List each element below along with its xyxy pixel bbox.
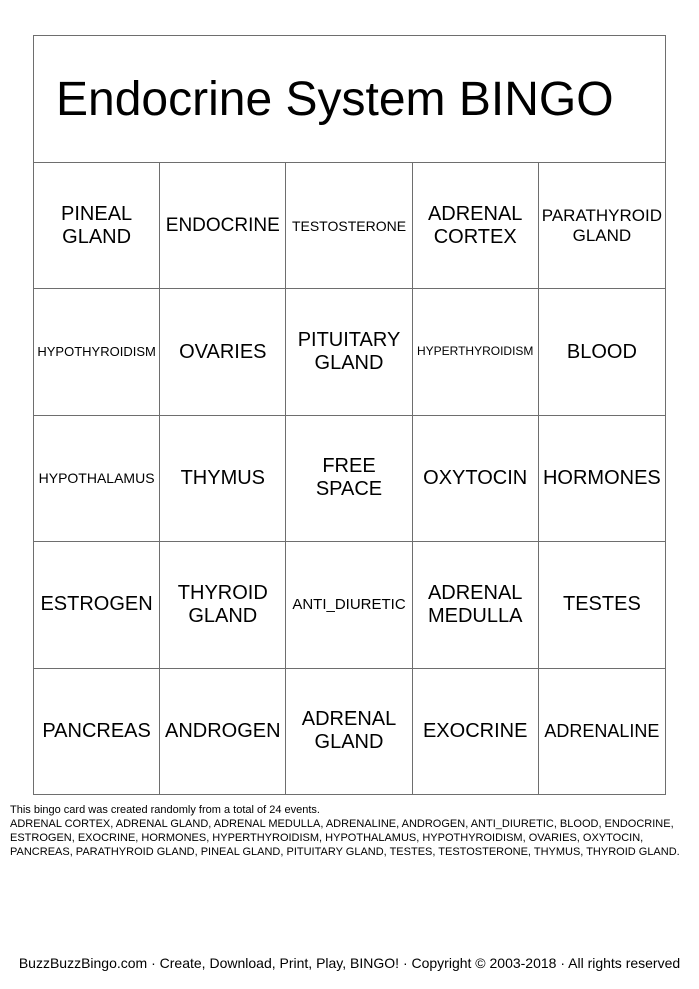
bingo-cell-label: ADRENAL GLAND xyxy=(301,708,397,754)
bingo-cell-label: PARATHYROID GLAND xyxy=(541,206,663,245)
bingo-cell-r4c5 xyxy=(539,541,665,667)
bingo-cell-r3c1 xyxy=(34,415,160,541)
bingo-cell-r5c3 xyxy=(286,668,412,794)
bingo-cell-r1c2 xyxy=(160,162,286,288)
bingo-cell-r3c5 xyxy=(539,415,665,541)
bingo-cell-label: PITUITARY GLAND xyxy=(297,329,401,375)
bingo-cell-r3c2 xyxy=(160,415,286,541)
bingo-cell-label: TESTOSTERONE xyxy=(291,217,407,234)
bingo-cell-label: HYPOTHYROIDISM xyxy=(37,343,156,359)
bingo-cell-label: ENDOCRINE xyxy=(165,214,280,236)
bingo-cell-label: ADRENAL MEDULLA xyxy=(427,581,523,627)
bingo-cell-label: EXOCRINE xyxy=(422,719,528,742)
bingo-cell-r1c1 xyxy=(34,162,160,288)
notes-summary: This bingo card was created randomly from a total of 24 events. xyxy=(10,804,320,816)
bingo-cell-label: PINEAL GLAND xyxy=(61,202,133,248)
bingo-cell-r1c4 xyxy=(413,162,539,288)
bingo-card xyxy=(33,35,666,795)
page-footer: BuzzBuzzBingo.com · Create, Download, Print, Play, BINGO! · Copyright © 2003-2018 · All rights reserved xyxy=(18,955,681,971)
card-title-box xyxy=(34,36,665,162)
bingo-cell-r4c2 xyxy=(160,541,286,667)
bingo-cell-label: ADRENALINE xyxy=(544,720,660,741)
bingo-cell-r4c4 xyxy=(413,541,539,667)
bingo-cell-label: OXYTOCIN xyxy=(423,466,528,489)
bingo-cell-r2c4 xyxy=(413,288,539,414)
bingo-cell-r1c5 xyxy=(539,162,665,288)
notes-events-list: ADRENAL CORTEX, ADRENAL GLAND, ADRENAL MEDULLA, ADRENALINE, ANDROGEN, ANTI_DIURETIC, BLOOD, ENDOCRINE, ESTROGEN, EXOCRINE, HORMONES, HYPERTHYROIDISM, HYPOTHALAMUS, HYPOTHYROIDISM, OVARIES, OXYTOCIN, PANCREAS, PARATHYROID GLAND, PINEAL GLAND, PITUITARY GLAND, TESTES, TESTOSTERONE, THYMUS, THYROID GLAND. xyxy=(10,818,680,858)
bingo-cell-r2c3 xyxy=(286,288,412,414)
bingo-cell-label: THYMUS xyxy=(180,466,266,489)
bingo-cell-free-space xyxy=(286,415,412,541)
bingo-cell-r5c1 xyxy=(34,668,160,794)
bingo-cell-r4c1 xyxy=(34,541,160,667)
bingo-cell-r5c4 xyxy=(413,668,539,794)
card-notes xyxy=(10,803,694,859)
bingo-cell-r3c4 xyxy=(413,415,539,541)
bingo-cell-label: THYROID GLAND xyxy=(177,581,268,627)
bingo-cell-r5c5 xyxy=(539,668,665,794)
bingo-grid xyxy=(34,162,665,794)
bingo-cell-label: OVARIES xyxy=(179,340,267,363)
bingo-cell-label: FREE SPACE xyxy=(315,455,383,501)
bingo-cell-r4c3 xyxy=(286,541,412,667)
bingo-cell-label: ESTROGEN xyxy=(40,593,153,616)
bingo-cell-label: TESTES xyxy=(562,593,641,616)
bingo-cell-r2c5 xyxy=(539,288,665,414)
bingo-cell-label: BLOOD xyxy=(566,340,637,363)
bingo-cell-label: HYPERTHYROIDISM xyxy=(416,344,534,359)
bingo-cell-label: HORMONES xyxy=(542,466,661,489)
bingo-cell-label: ANDROGEN xyxy=(165,719,281,742)
bingo-cell-label: ADRENAL CORTEX xyxy=(427,202,523,248)
bingo-cell-label: PANCREAS xyxy=(42,719,151,742)
bingo-cell-label: ANTI_DIURETIC xyxy=(292,596,406,614)
bingo-cell-label: HYPOTHALAMUS xyxy=(38,470,155,487)
page-title: Endocrine System BINGO xyxy=(56,72,614,126)
bingo-cell-r5c2 xyxy=(160,668,286,794)
bingo-cell-r2c2 xyxy=(160,288,286,414)
bingo-cell-r1c3 xyxy=(286,162,412,288)
bingo-cell-r2c1 xyxy=(34,288,160,414)
